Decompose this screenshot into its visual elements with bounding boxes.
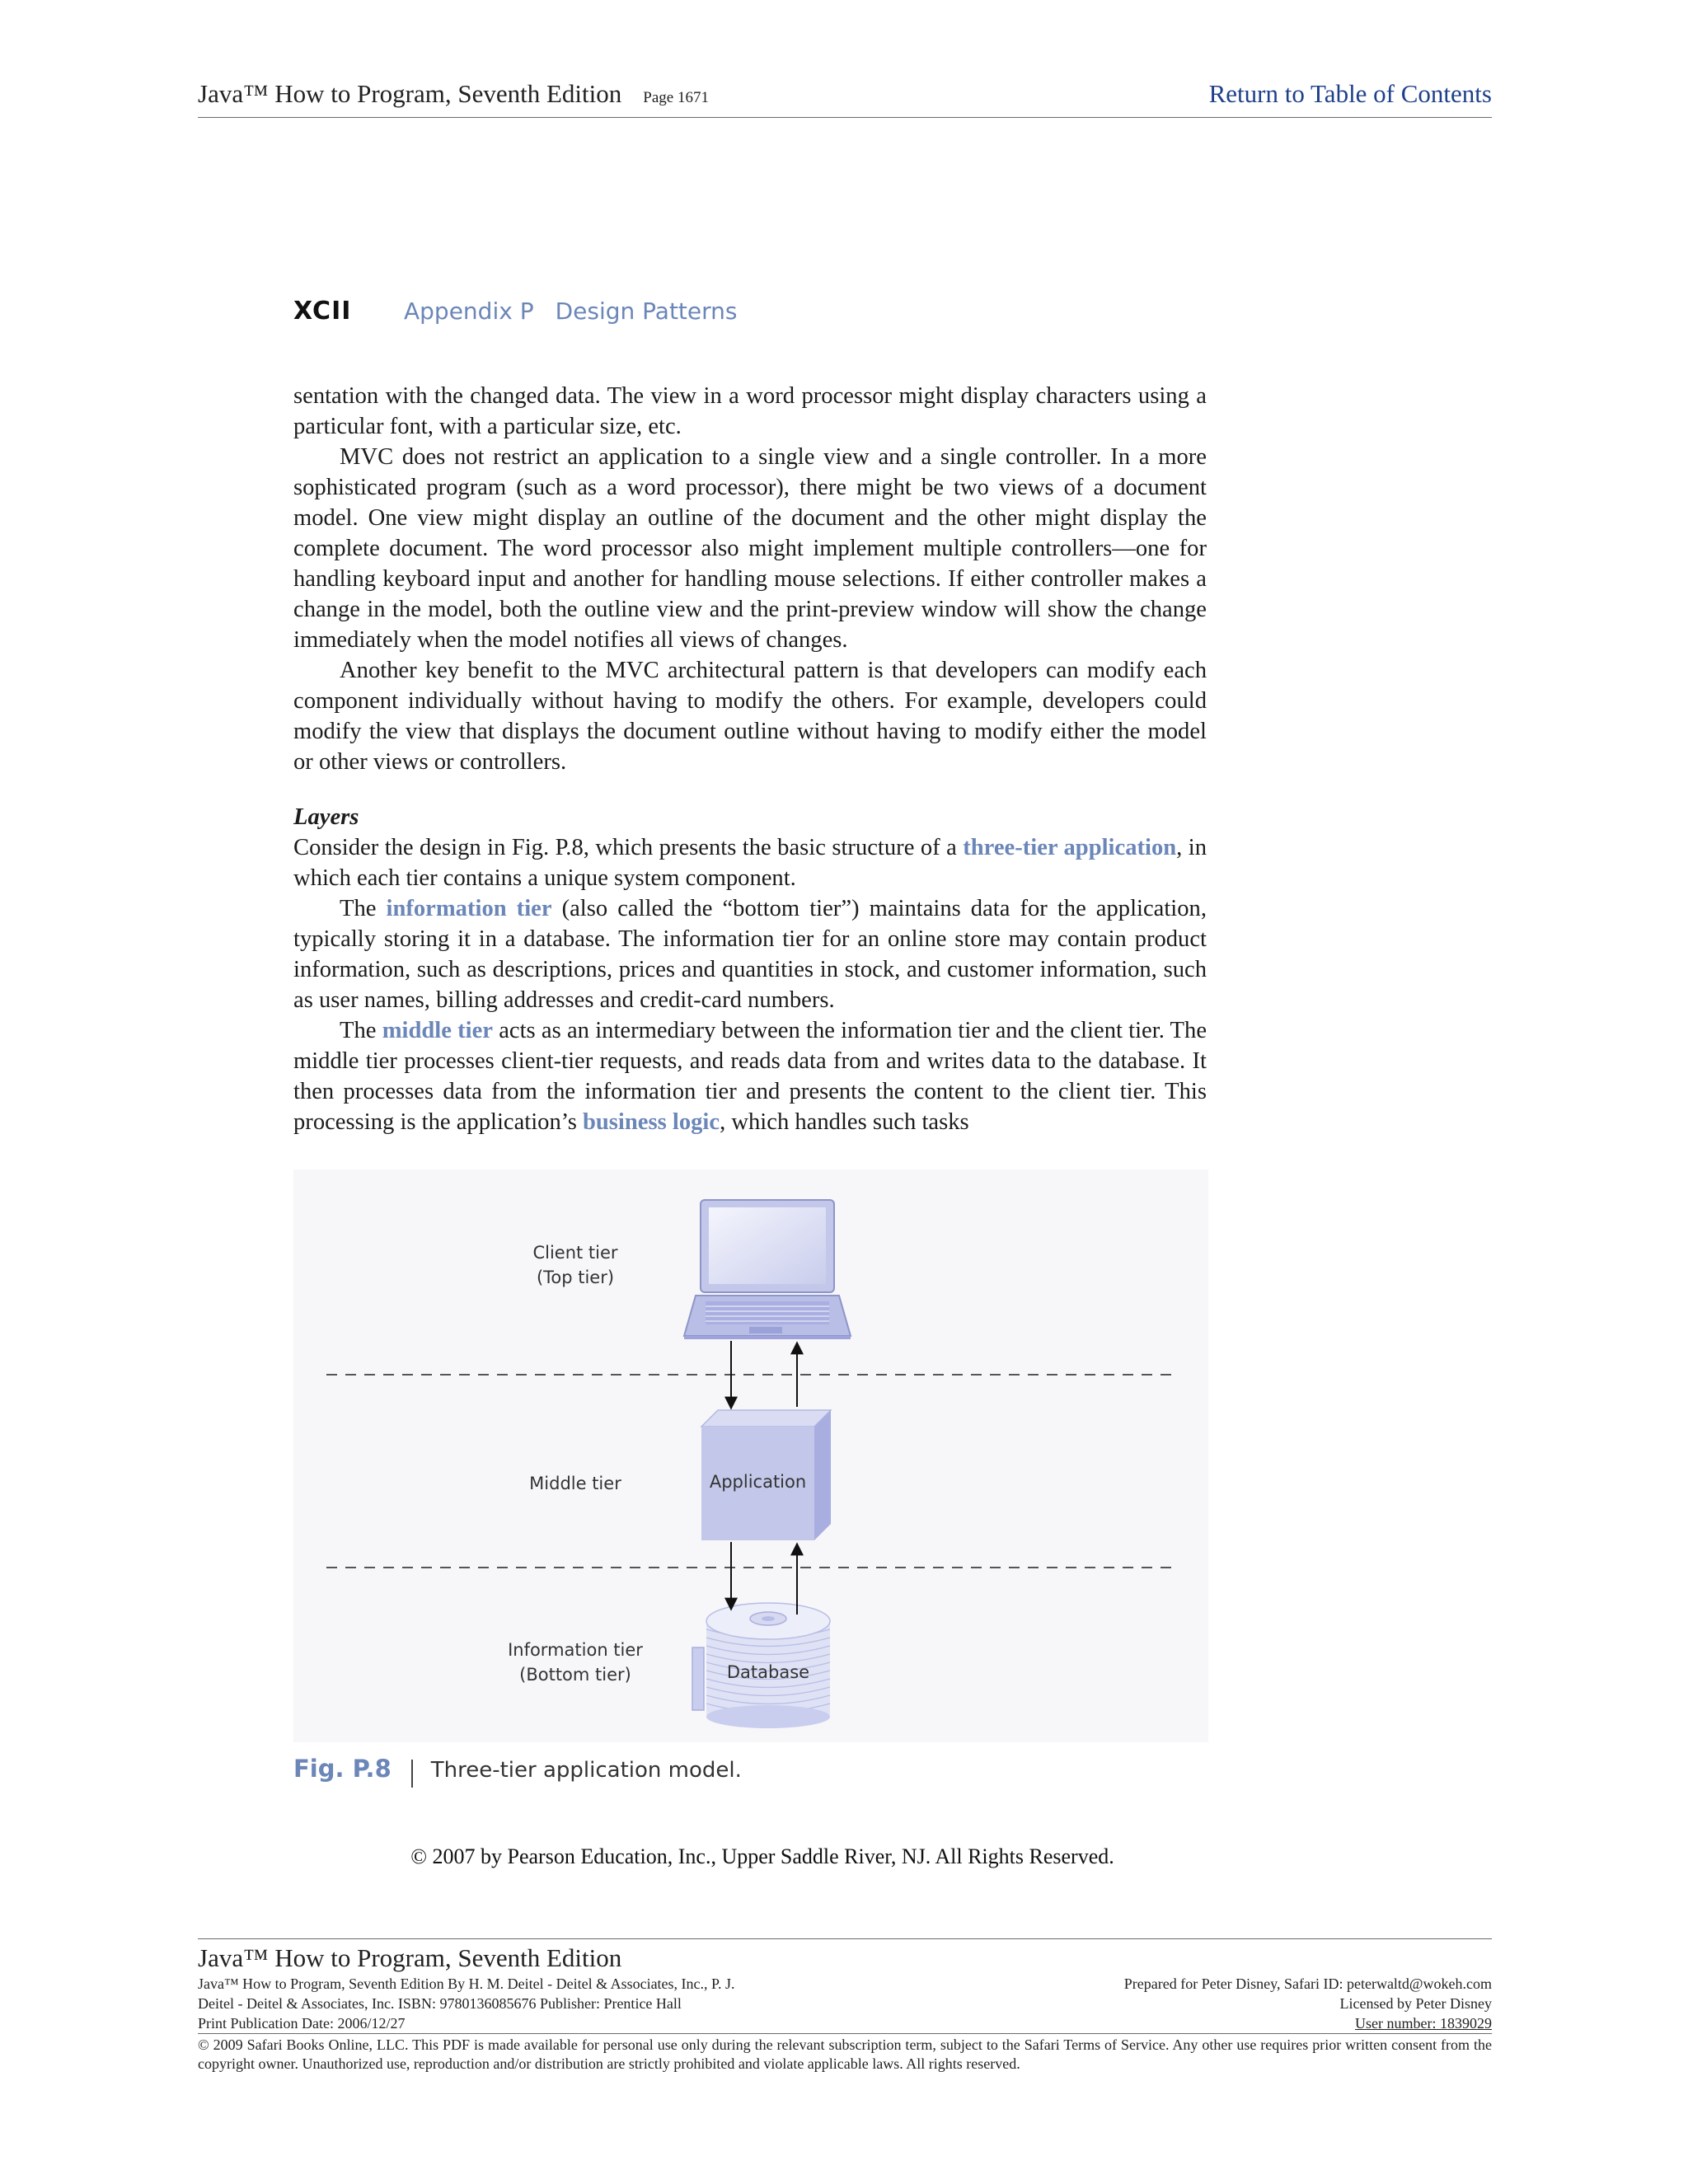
paragraph (293, 893, 1207, 1015)
database-label: Database (726, 1662, 810, 1682)
footer-publication-date: Print Publication Date: 2006/12/27 (198, 2015, 406, 2032)
text-run: (also called the “bottom tier”) maintains data for the application, typically storing it in a database. The information tier for an online store may contain product information, such as descriptions, prices and quantities in stock, and customer information, such as user names, billing addresses and credit-card numbers. (293, 896, 1207, 1013)
section-heading: Layers (293, 804, 359, 830)
footer-row (198, 2013, 1492, 2034)
keyword-business-logic: business logic (583, 1109, 720, 1135)
safari-footer (198, 1938, 1492, 2074)
footer-user-number: User number: 1839029 (1355, 2015, 1492, 2032)
footer-book-title: Java™ How to Program, Seventh Edition (198, 1943, 622, 1972)
three-tier-diagram (293, 1169, 1208, 1742)
footer-licensed-to: Licensed by Peter Disney (1339, 1995, 1492, 2012)
paragraph: MVC does not restrict an application to a single view and a single controller. In a more sophisticated program (such as a word processor), there might be two views of a document model. One view might display an outline of the document and the other might display the complete document. The word processor also might implement multiple controllers—one for handling keyboard input and another for handling mouse selections. If either controller makes a change in the model, both the outline view and the print-preview window will show the change immediately when the model notifies all views of changes. (293, 444, 1207, 653)
laptop-icon (684, 1200, 851, 1339)
figure-caption-text: Three-tier application model. (430, 1758, 742, 1783)
client-tier-label (476, 1240, 674, 1290)
copyright-notice: © 2007 by Pearson Education, Inc., Upper Saddle River, NJ. All Rights Reserved. (410, 1844, 1114, 1868)
text-run: The (340, 1018, 382, 1043)
paragraph: Another key benefit to the MVC architectural pattern is that developers can modify each component individually without having to modify the others. For example, developers could modify the view that displays the document outline without having to modify either the model or other views or controllers. (293, 658, 1207, 775)
text-run: Consider the design in Fig. P.8, which presents the basic structure of a (293, 835, 964, 860)
body-text (293, 381, 1207, 1137)
text-run: The (340, 896, 387, 921)
appendix-label: Appendix P (404, 298, 534, 325)
application-label: Application (709, 1472, 807, 1492)
return-to-toc-link[interactable]: Return to Table of Contents (1208, 79, 1492, 108)
paragraph: sentation with the changed data. The view in a word processor might display characters using a particular font, with a particular size, etc. (293, 383, 1207, 439)
running-head (293, 297, 738, 333)
chapter-title: Design Patterns (555, 298, 738, 325)
footer-prepared-for: Prepared for Peter Disney, Safari ID: peterwaltd@wokeh.com (1123, 1975, 1492, 1992)
header-book-title (198, 79, 709, 109)
paragraph (293, 832, 1207, 893)
header-title-text: Java™ How to Program, Seventh Edition (198, 79, 622, 108)
client-tier-text: Client tier (532, 1243, 618, 1263)
information-tier-label (476, 1638, 674, 1687)
header-page-number: Page 1671 (643, 89, 709, 106)
paragraph (293, 1015, 1207, 1137)
text-run: acts as an intermediary between the information tier and the client tier. The middle tier processes client-tier requests, and reads data from and writes data to the database. It then processes data from the information tier and presents the content to the client tier. This processing is the application’s (293, 1018, 1207, 1135)
caption-separator (411, 1760, 413, 1788)
figure-caption (293, 1755, 742, 1788)
footer-row (198, 1974, 1492, 1994)
information-tier-subtext: (Bottom tier) (519, 1665, 631, 1685)
safari-header (198, 76, 1492, 118)
keyword-information-tier: information tier (386, 896, 552, 921)
footer-row (198, 1994, 1492, 2013)
page-folio: XCII (293, 297, 352, 326)
middle-tier-label (476, 1471, 674, 1496)
client-tier-subtext: (Top tier) (536, 1268, 615, 1287)
footer-author-line: Java™ How to Program, Seventh Edition By H. M. Deitel - Deitel & Associates, Inc., P. J. (198, 1975, 735, 1992)
footer-isbn-line: Deitel - Deitel & Associates, Inc. ISBN: 9780136085676 Publisher: Prentice Hall (198, 1995, 682, 2012)
middle-tier-text: Middle tier (529, 1474, 621, 1493)
text-run: , which handles such tasks (720, 1109, 969, 1135)
text-run: , in which each tier contains a unique system component. (293, 835, 1207, 891)
footer-legal-notice: © 2009 Safari Books Online, LLC. This PDF is made available for personal use only during the relevant subscription term, subject to the Safari Terms of Service. Any other use requires prior written consent from the copyright owner. Unauthorized use, reproduction and/or distribution are strictly prohibited and violate applicable laws. All rights reserved. (198, 2036, 1492, 2072)
keyword-three-tier-application: three-tier application (963, 835, 1177, 860)
figure-number: Fig. P.8 (293, 1755, 392, 1783)
information-tier-text: Information tier (508, 1640, 643, 1660)
diagram-graphics (293, 1169, 1208, 1742)
keyword-middle-tier: middle tier (382, 1018, 493, 1043)
